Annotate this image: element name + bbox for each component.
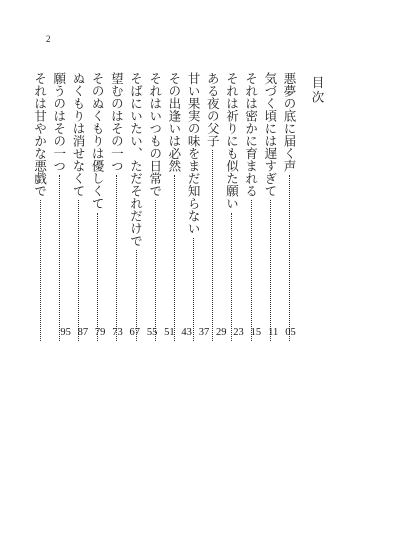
dot-leader	[231, 213, 232, 342]
toc-entry-title: 望むのはその一つ	[109, 72, 125, 172]
toc-entry[interactable]	[262, 72, 279, 344]
toc-entry-title: そのぬくもりは優しくて	[90, 72, 106, 210]
toc-entry-title: それはいつもの日常で	[147, 72, 163, 197]
toc-entry[interactable]	[108, 72, 125, 344]
dot-leader	[59, 175, 60, 341]
toc-entry[interactable]	[243, 72, 260, 344]
toc-entry[interactable]	[166, 72, 183, 344]
toc-entry-page: 37	[198, 327, 210, 338]
toc-entry-page: 29	[216, 327, 227, 338]
toc-entry-title: そばにいたい、ただそれだけで	[128, 72, 144, 247]
toc-entry[interactable]	[70, 72, 87, 344]
toc-entry-page: 05	[285, 327, 296, 338]
toc-entry[interactable]	[51, 72, 68, 344]
toc-entry-page: 51	[164, 327, 175, 338]
dot-leader	[97, 213, 98, 342]
toc-entry[interactable]	[147, 72, 164, 344]
table-of-contents	[32, 72, 298, 344]
toc-entry-title: それは密かに育まれる	[243, 72, 259, 197]
toc-entry-page: 67	[129, 327, 141, 338]
toc-entry-page: 73	[112, 327, 123, 338]
dot-leader	[289, 175, 290, 341]
toc-entry-title: ある夜の父子	[205, 72, 221, 147]
toc-entry-page: 87	[77, 327, 89, 338]
toc-entry[interactable]	[89, 72, 106, 344]
toc-entry-title: 気づく頃には遅すぎて	[262, 72, 278, 197]
toc-entry-title: それは祈りにも似た願い	[224, 72, 240, 210]
dot-leader	[40, 200, 41, 341]
toc-entry-title: 悪夢の底に届く声	[282, 72, 297, 172]
page-number: 2	[46, 34, 51, 44]
toc-entry-page: 15	[250, 327, 262, 338]
dot-leader	[174, 175, 175, 341]
toc-entry-page: 95	[60, 327, 71, 338]
toc-entry-title: 願うのはその一つ	[51, 72, 67, 172]
toc-entry-page: 55	[146, 327, 158, 338]
toc-entry[interactable]	[281, 72, 298, 344]
toc-entry-page: 79	[94, 327, 106, 338]
dot-leader	[270, 200, 271, 341]
dot-leader	[193, 238, 194, 342]
dot-leader	[155, 200, 156, 341]
toc-entry-title: ぬくもりは消せなくて	[70, 72, 86, 197]
toc-entry-page: 11	[268, 327, 279, 338]
toc-entry-page: 43	[181, 327, 192, 338]
toc-entry[interactable]	[223, 72, 240, 344]
toc-entry[interactable]	[204, 72, 221, 344]
toc-entry[interactable]	[32, 72, 49, 344]
toc-entry-page: 23	[233, 327, 244, 338]
toc-entry-title: その出逢いは必然	[166, 72, 182, 172]
toc-entry-title: 甘い果実の味をまだ知らない	[186, 72, 202, 235]
toc-entry[interactable]	[128, 72, 145, 344]
dot-leader	[78, 200, 79, 341]
dot-leader	[212, 150, 213, 341]
page-numbers-row	[58, 327, 298, 338]
toc-entry[interactable]	[185, 72, 202, 344]
dot-leader	[116, 175, 117, 341]
toc-entry-title: それは甘やかな悪戯で	[32, 72, 48, 197]
dot-leader	[251, 200, 252, 341]
toc-heading: 目次	[310, 76, 325, 105]
